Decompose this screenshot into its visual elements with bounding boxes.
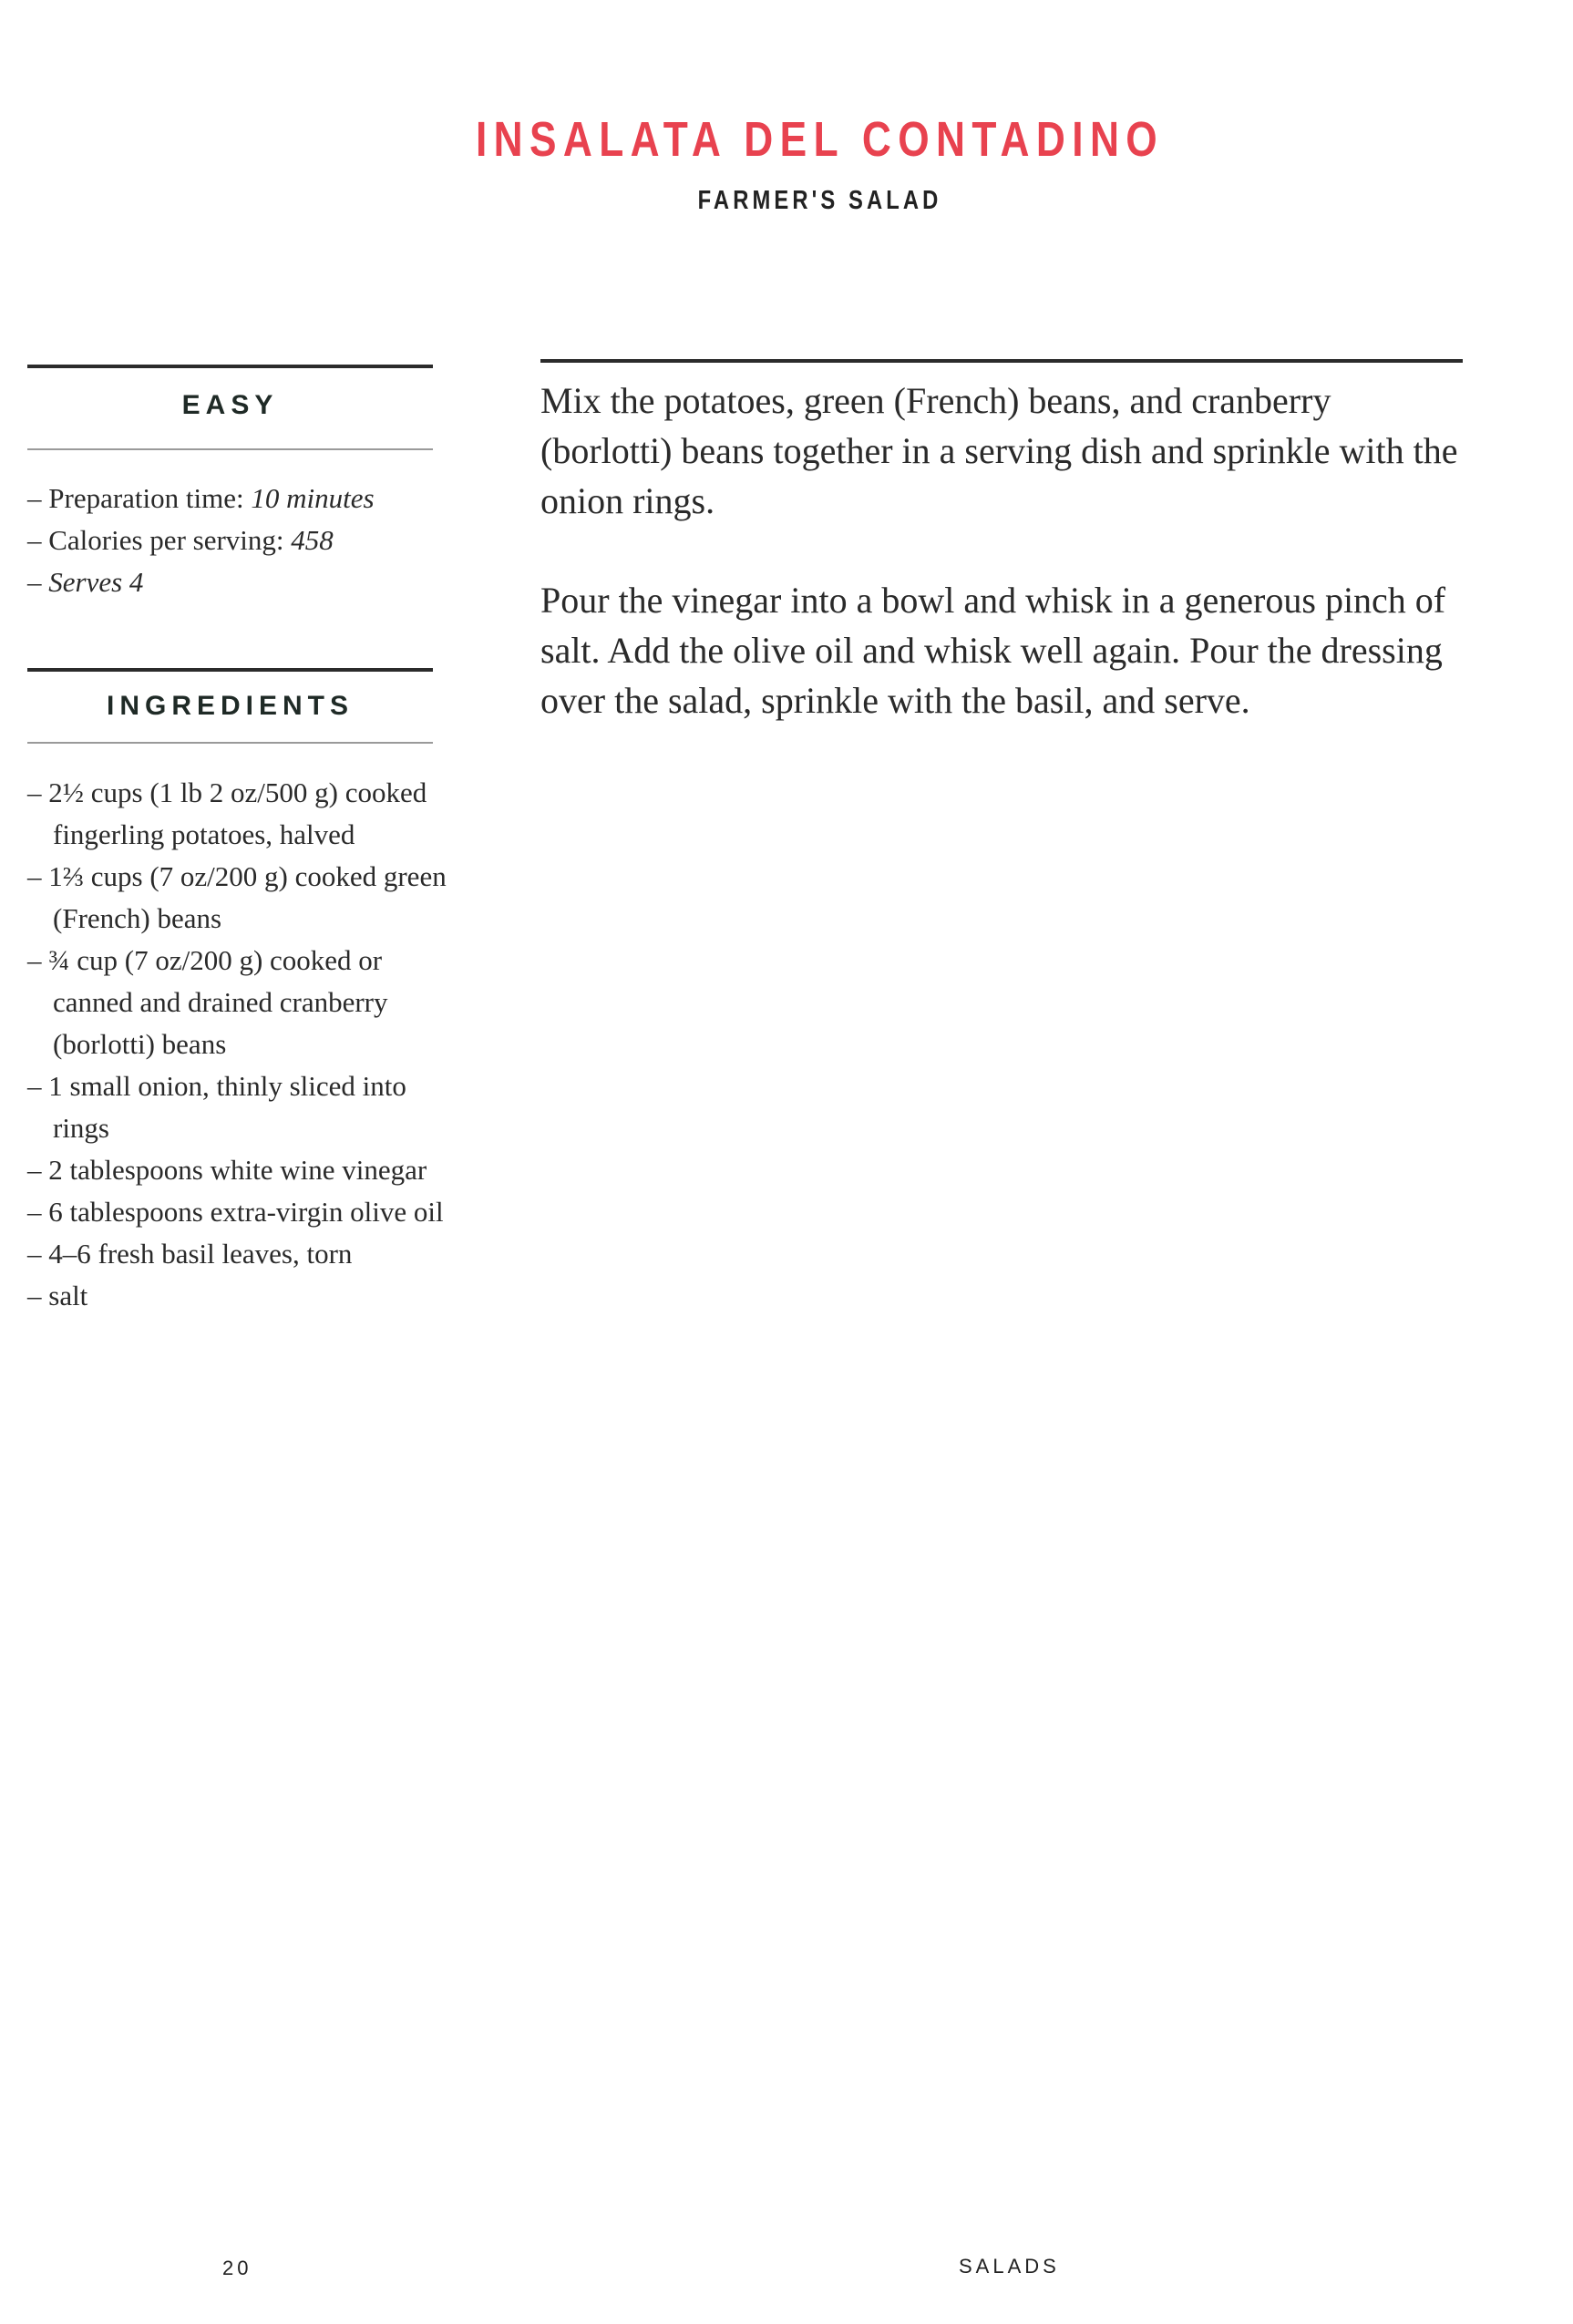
divider bbox=[27, 668, 433, 672]
calories bbox=[27, 519, 375, 561]
prep-time-label: – Preparation time: bbox=[27, 482, 252, 514]
ingredient-item: – 6 tablespoons extra-virgin olive oil bbox=[27, 1196, 444, 1228]
recipe-subtitle: FARMER'S SALAD bbox=[697, 186, 942, 215]
prep-time bbox=[27, 478, 375, 519]
ingredients-heading: INGREDIENTS bbox=[106, 691, 355, 721]
ingredient-item: – 1⅔ cups (7 oz/200 g) cooked green (French) beans bbox=[27, 860, 447, 934]
recipe-meta bbox=[27, 478, 375, 603]
calories-label: – Calories per serving: bbox=[27, 524, 292, 556]
ingredient-item: – 4–6 fresh basil leaves, torn bbox=[27, 1238, 353, 1270]
prep-time-value: 10 minutes bbox=[251, 482, 375, 514]
ingredient-item: – 1 small onion, thinly sliced into rings bbox=[27, 1070, 406, 1144]
serves-value: Serves 4 bbox=[48, 566, 144, 598]
ingredient-item: – 2½ cups (1 lb 2 oz/500 g) cooked fingerling potatoes, halved bbox=[27, 776, 427, 850]
divider bbox=[540, 359, 1463, 363]
calories-value: 458 bbox=[291, 524, 334, 556]
difficulty-heading: EASY bbox=[181, 390, 279, 420]
section-name: SALADS bbox=[959, 2255, 1060, 2278]
divider bbox=[27, 448, 433, 450]
serves-dash: – bbox=[27, 566, 49, 598]
recipe-title: INSALATA DEL CONTADINO bbox=[475, 112, 1165, 167]
method bbox=[540, 375, 1470, 775]
method-step: Pour the vinegar into a bowl and whisk in a generous pinch of salt. Add the olive oil and whisk well again. Pour the dressing over the salad, sprinkle with the basil, and serve. bbox=[540, 580, 1446, 721]
divider bbox=[27, 365, 433, 368]
method-step: Mix the potatoes, green (French) beans, and cranberry (borlotti) beans together in a serving dish and sprinkle with the onion rings. bbox=[540, 380, 1458, 521]
ingredient-item: – ¾ cup (7 oz/200 g) cooked or canned and drained cranberry (borlotti) beans bbox=[27, 944, 388, 1060]
ingredient-item: – 2 tablespoons white wine vinegar bbox=[27, 1154, 427, 1186]
ingredient-item: – salt bbox=[27, 1280, 88, 1311]
ingredients-list bbox=[27, 772, 456, 1317]
serves bbox=[27, 561, 375, 603]
page-number: 20 bbox=[222, 2257, 252, 2279]
divider bbox=[27, 742, 433, 744]
